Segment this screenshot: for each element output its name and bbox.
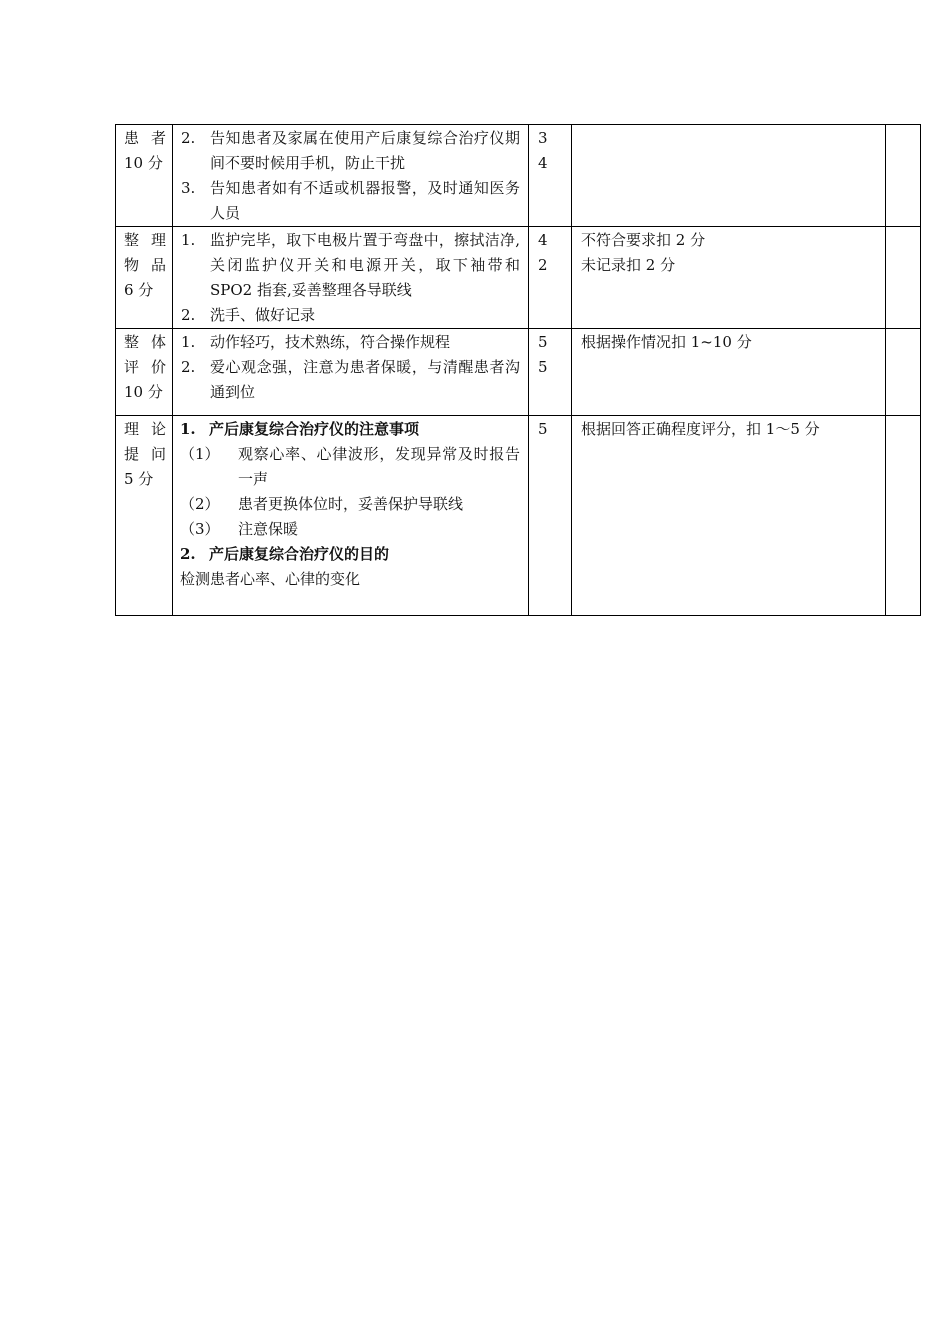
item-number: 3.	[181, 179, 196, 197]
category-label: 评 价	[124, 358, 166, 376]
list-item	[181, 228, 520, 303]
score-cell	[529, 329, 572, 416]
deduction-cell	[572, 416, 886, 616]
category-label: 患 者	[124, 129, 166, 147]
items-cell	[173, 125, 529, 227]
item-number: 2.	[181, 129, 196, 147]
item-number: 1.	[181, 333, 196, 351]
category-label: 整 体	[124, 333, 166, 351]
score-cell	[529, 125, 572, 227]
table-row	[116, 227, 921, 329]
list-item	[181, 176, 520, 226]
category-cell	[116, 329, 173, 416]
item-text: 患者更换体位时，妥善保护导联线	[238, 495, 464, 513]
list-item	[180, 442, 520, 492]
item-text: 产后康复综合治疗仪的注意事项	[209, 420, 420, 438]
item-text: 告知患者如有不适或机器报警，及时通知医务人员	[210, 179, 520, 222]
remark-cell	[886, 416, 921, 616]
item-number: 2.	[180, 545, 196, 563]
item-number: 1.	[181, 231, 196, 249]
category-points: 10 分	[124, 383, 163, 401]
item-text: 注意保暖	[238, 520, 299, 538]
item-text: 监护完毕，取下电极片置于弯盘中，擦拭洁净,关闭监护仪开关和电源开关，取下袖带和 SPO2 指套,妥善整理各导联线	[210, 231, 520, 299]
deduction-cell	[572, 125, 886, 227]
category-points: 10 分	[124, 154, 163, 172]
remark-cell	[886, 329, 921, 416]
item-text: 告知患者及家属在使用产后康复综合治疗仪期间不要时候用手机，防止干扰	[210, 129, 520, 172]
table-row	[116, 416, 921, 616]
deduction-text: 不符合要求扣 2 分	[581, 231, 706, 249]
item-text: 爱心观念强，注意为患者保暖，与清醒患者沟通到位	[210, 358, 520, 401]
remark-cell	[886, 227, 921, 329]
deduction-text: 根据回答正确程度评分，扣 1～5 分	[581, 420, 820, 438]
list-item	[181, 126, 520, 176]
table-row	[116, 125, 921, 227]
deduction-cell	[572, 227, 886, 329]
scoring-table	[115, 124, 921, 616]
category-cell	[116, 416, 173, 616]
item-number: 1.	[180, 420, 196, 438]
list-item	[180, 517, 520, 542]
items-cell	[173, 227, 529, 329]
category-points: 5 分	[124, 470, 154, 488]
category-cell	[116, 227, 173, 329]
category-label: 整 理	[124, 231, 166, 249]
score-value: 5	[538, 420, 548, 438]
score-value: 4	[538, 154, 548, 172]
answer-text: 检测患者心率、心律的变化	[180, 570, 361, 588]
table-row	[116, 329, 921, 416]
item-text: 观察心率、心律波形，发现异常及时报告一声	[238, 445, 520, 488]
question-title	[180, 417, 520, 442]
score-value: 4	[538, 231, 548, 249]
question-title	[180, 542, 520, 567]
deduction-text: 未记录扣 2 分	[581, 256, 676, 274]
item-text: 动作轻巧，技术熟练，符合操作规程	[210, 333, 451, 351]
item-number: 2.	[181, 306, 196, 324]
item-number: 2.	[181, 358, 196, 376]
category-label: 物 品	[124, 256, 166, 274]
item-number: （2）	[180, 495, 220, 513]
list-item	[181, 355, 520, 405]
category-cell	[116, 125, 173, 227]
category-label: 提 问	[124, 445, 166, 463]
items-cell	[173, 329, 529, 416]
score-value: 3	[538, 129, 548, 147]
score-cell	[529, 416, 572, 616]
items-cell	[173, 416, 529, 616]
score-cell	[529, 227, 572, 329]
category-label: 理 论	[124, 420, 166, 438]
deduction-text: 根据操作情况扣 1~10 分	[581, 333, 752, 351]
list-item	[180, 492, 520, 517]
item-number: （3）	[180, 520, 220, 538]
item-text: 产后康复综合治疗仪的目的	[209, 545, 390, 563]
score-value: 5	[538, 333, 548, 351]
score-value: 5	[538, 358, 548, 376]
list-item	[181, 330, 520, 355]
item-text: 洗手、做好记录	[210, 306, 316, 324]
remark-cell	[886, 125, 921, 227]
category-points: 6 分	[124, 281, 154, 299]
score-value: 2	[538, 256, 548, 274]
list-item	[181, 303, 520, 328]
item-number: （1）	[180, 445, 220, 463]
deduction-cell	[572, 329, 886, 416]
